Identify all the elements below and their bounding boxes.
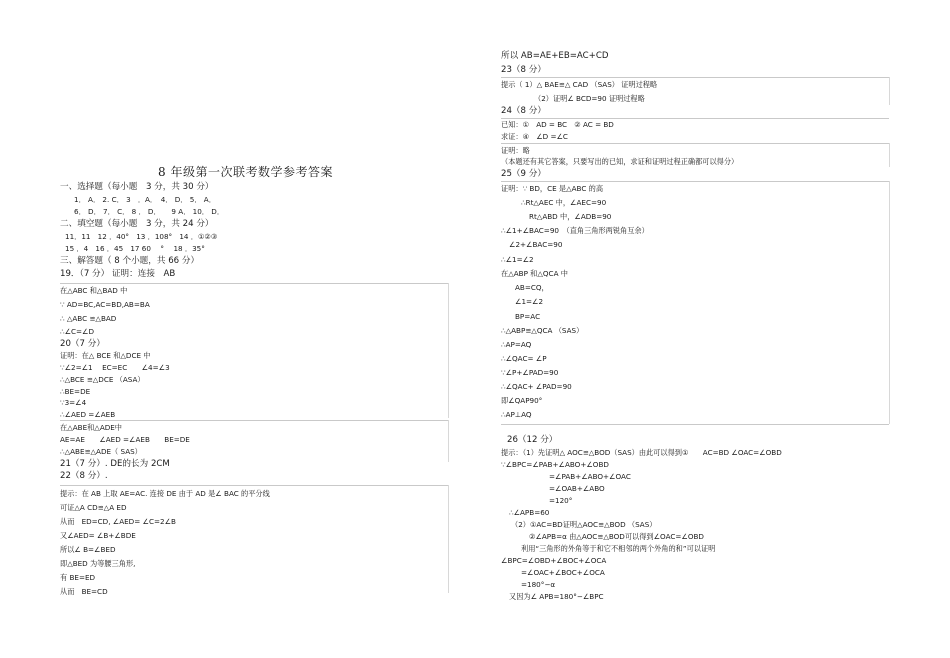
proof-line: ∴△ABP≌△QCA （SAS） [501, 326, 584, 335]
proof-line: ∴∠1+∠BAC=90 （直角三角形两锐角互余） [501, 226, 649, 235]
question-heading: 22（8 分）. [60, 471, 108, 481]
proof-line: 从而 BE=CD [60, 587, 108, 596]
divider [501, 181, 889, 182]
question-heading: 19．（7 分） 证明：连接 AB [60, 269, 176, 279]
proof-line: ∵∠2=∠1 EC=EC ∠4=∠3 [60, 363, 170, 372]
proof-line: ∴BE=DE [60, 387, 91, 396]
proof-line: ∴∠AED =∠AEB [60, 410, 116, 419]
divider [889, 77, 890, 105]
section-heading: 二、填空题（每小题 3 分，共 24 分） [60, 219, 214, 229]
proof-line: ∠BPC=∠OBD+∠BOC+∠OCA [501, 556, 607, 565]
proof-line: （2）①AC=BD证明△AOC≌△BOD （SAS） [511, 520, 657, 529]
proof-line: 在△ABP 和△QCA 中 [501, 269, 568, 278]
proof-line: =180°−α [521, 580, 556, 589]
proof-line: 所以 AB=AE+EB=AC+CD [501, 51, 609, 61]
proof-line: 证明：在△ BCE 和△DCE 中 [60, 351, 151, 360]
proof-line: ∴∠QAC+ ∠PAD=90 [501, 382, 572, 391]
note-line: （本题还有其它答案，只要写出的已知，求证和证明过程正确都可以得分） [501, 157, 739, 166]
proof-line: ②∠APB=α 由△AOC≌△BOD可以得到∠OAC=∠OBD [529, 532, 704, 541]
proof-line: ∴AP=AQ [501, 340, 532, 349]
proof-line: ∴∠1=∠2 [501, 255, 534, 264]
proof-line: AE=AE ∠AED =∠AEB BE=DE [60, 435, 190, 444]
proof-line: =∠OAB+∠ABO [549, 484, 605, 493]
proof-line: =∠OAC+∠BOC+∠OCA [521, 568, 605, 577]
proof-line: 利用“三角形的外角等于和它不相邻的两个外角的和”可以证明 [521, 544, 716, 553]
answer-line: 11．11 12 ．40° 13 ．108° 14 ．①②③ [65, 232, 218, 241]
proof-line: 在△ABC 和△BAD 中 [60, 286, 128, 295]
proof-line: ∴∠C=∠D [60, 327, 95, 336]
question-heading: 21（7 分）. DE的长为 2CM [60, 459, 170, 469]
proof-line: 提示（ 1）△ BAE≌△ CAD （SAS） 证明过程略 [501, 80, 658, 89]
answer-line: 6． D． 7． C． 8 ． D． 9 A． 10． D． [74, 207, 225, 216]
divider [448, 283, 449, 418]
divider [889, 143, 890, 167]
answer-line: 1． A． 2. C． 3 ．A． 4． D． 5． A． [74, 195, 216, 204]
proof-line: 在△ABE和△ADE中 [60, 423, 122, 432]
proof-line: ∴Rt△AEC 中，∠AEC=90 [521, 198, 607, 207]
proof-line: 提示：在 AB 上取 AE=AC. 连接 DE 由于 AD 是∠ BAC 的平分线 [60, 489, 270, 498]
proof-line: ∴ △ABC ≌△BAD [60, 314, 117, 323]
proof-line: ∴△ABE≌△ADE（ SAS） [60, 447, 142, 456]
proof-line: =∠PAB+∠ABO+∠OAC [549, 472, 631, 481]
proof-line: ∵∠BPC=∠PAB+∠ABO+∠OBD [501, 460, 609, 469]
section-heading: 一、选择题（每小题 3 分，共 30 分） [60, 182, 214, 192]
question-heading: 26（12 分） [507, 435, 558, 445]
proof-line: 已知：① AD = BC ② AC = BD [501, 120, 614, 129]
divider [60, 485, 448, 486]
proof-line: 可证△A CD≌△A ED [60, 503, 127, 512]
divider [448, 485, 449, 593]
proof-line: ∴∠QAC= ∠P [501, 354, 547, 363]
section-heading: 三、解答题（ 8 个小题，共 66 分） [60, 256, 200, 266]
divider [448, 420, 449, 462]
proof-line: 又∠AED= ∠B+∠BDE [60, 531, 136, 540]
proof-line: ∵ AD=BC,AC=BD,AB=BA [60, 300, 150, 309]
proof-line: 即△BED 为等腰三角形, [60, 559, 136, 568]
proof-line: AB=CQ， [515, 283, 549, 292]
question-heading: 23（8 分） [501, 65, 546, 75]
divider [501, 118, 889, 119]
proof-line: 求证：④ ∠D =∠C [501, 132, 568, 141]
divider [889, 181, 890, 424]
page-title: 8 年级第一次联考数学参考答案 [158, 165, 333, 179]
proof-line: 又因为∠ APB=180°−∠BPC [509, 592, 604, 601]
proof-line: 有 BE=ED [60, 573, 96, 582]
proof-line: Rt△ABD 中，∠ADB=90 [529, 212, 612, 221]
divider [60, 283, 448, 284]
proof-line: ∵3=∠4 [60, 398, 87, 407]
proof-line: 所以∠ B=∠BED [60, 545, 116, 554]
proof-line: =120° [549, 496, 573, 505]
question-heading: 20（7 分） [60, 339, 105, 349]
proof-line: 提示：（1）先证明△ AOC≌△BOD（SAS）由此可以得到① AC=BD ∠OAC=∠OBD [501, 448, 782, 457]
answer-line: 15 ．4 16 ．45 17 60 ° 18 ．35° [65, 244, 205, 253]
proof-line: ∠2+∠BAC=90 [509, 240, 563, 249]
question-heading: 25（9 分） [501, 169, 546, 179]
divider [501, 77, 889, 78]
proof-line: ∴∠APB=60 [509, 508, 550, 517]
proof-line: ∴△BCE ≌△DCE （ASA） [60, 375, 145, 384]
proof-line: 证明：略 [501, 146, 530, 155]
proof-line: ∠1=∠2 [515, 297, 544, 306]
proof-line: 从而 ED=CD, ∠AED= ∠C=2∠B [60, 517, 176, 526]
proof-line: BP=AC [515, 312, 541, 321]
proof-line: （2）证明∠ BCD=90 证明过程略 [534, 94, 645, 103]
proof-line: ∴AP⊥AQ [501, 410, 532, 419]
proof-line: 证明：∵ BD，CE 是△ABC 的高 [501, 184, 604, 193]
proof-line: 即∠QAP90° [501, 396, 543, 405]
divider [501, 143, 889, 144]
divider [501, 424, 889, 425]
proof-line: ∵∠P+∠PAD=90 [501, 368, 559, 377]
divider [60, 420, 448, 421]
question-heading: 24（8 分） [501, 106, 546, 116]
